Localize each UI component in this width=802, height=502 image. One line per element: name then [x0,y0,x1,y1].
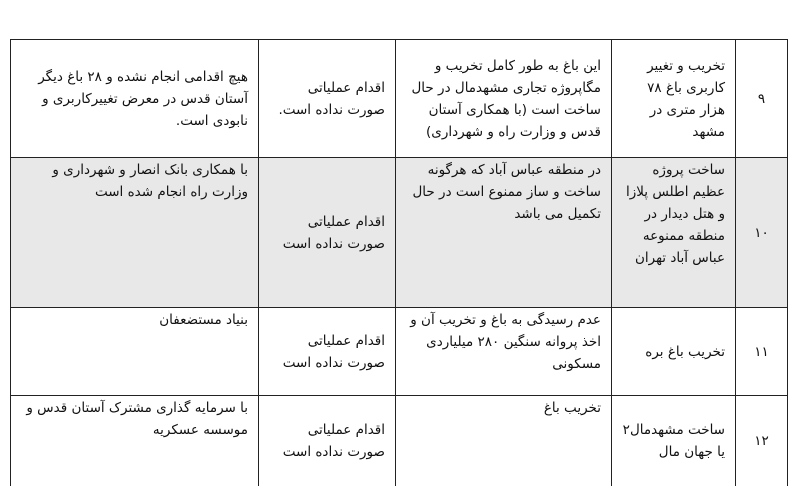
row-number: ۱۱ [736,308,788,396]
row-title: تخریب باغ بره [612,308,736,396]
table-row [11,396,788,486]
row-description: عدم رسیدگی به باغ و تخریب آن و اخذ پروانه سنگین ۲۸۰ میلیاردی مسکونی [396,308,612,396]
row-action: اقدام عملیاتی صورت نداده است [259,158,396,308]
row-note: با همکاری بانک انصار و شهرداری و وزارت راه انجام شده است [11,158,259,308]
row-number: ۱۲ [736,396,788,486]
table-row [11,158,788,308]
row-number: ۹ [736,40,788,158]
row-title: تخریب و تغییر کاربری باغ ۷۸ هزار متری در مشهد [612,40,736,158]
table-row [11,40,788,158]
row-title: ساخت پروژه عظیم اطلس پلازا و هتل دیدار در منطقه ممنوعه عباس آباد تهران [612,158,736,308]
row-note: هیچ اقدامی انجام نشده و ۲۸ باغ دیگر آستان قدس در معرض تغییرکاربری و نابودی است. [11,40,259,158]
row-action: اقدام عملیاتی صورت نداده است. [259,40,396,158]
table-row [11,308,788,396]
row-title: ساخت مشهدمال۲ یا جهان مال [612,396,736,486]
row-description: این باغ به طور کامل تخریب و مگاپروژه تجاری مشهدمال در حال ساخت است (با همکاری آستان قدس و وزارت راه و شهرداری) [396,40,612,158]
row-description: تخریب باغ [396,396,612,486]
row-description: در منطقه عباس آباد که هرگونه ساخت و ساز ممنوع است در حال تکمیل می باشد [396,158,612,308]
row-number: ۱۰ [736,158,788,308]
row-action: اقدام عملیاتی صورت نداده است [259,396,396,486]
data-table [10,39,788,486]
row-note: با سرمایه گذاری مشترک آستان قدس و موسسه عسکریه [11,396,259,486]
row-note: بنیاد مستضعفان [11,308,259,396]
row-action: اقدام عملیاتی صورت نداده است [259,308,396,396]
